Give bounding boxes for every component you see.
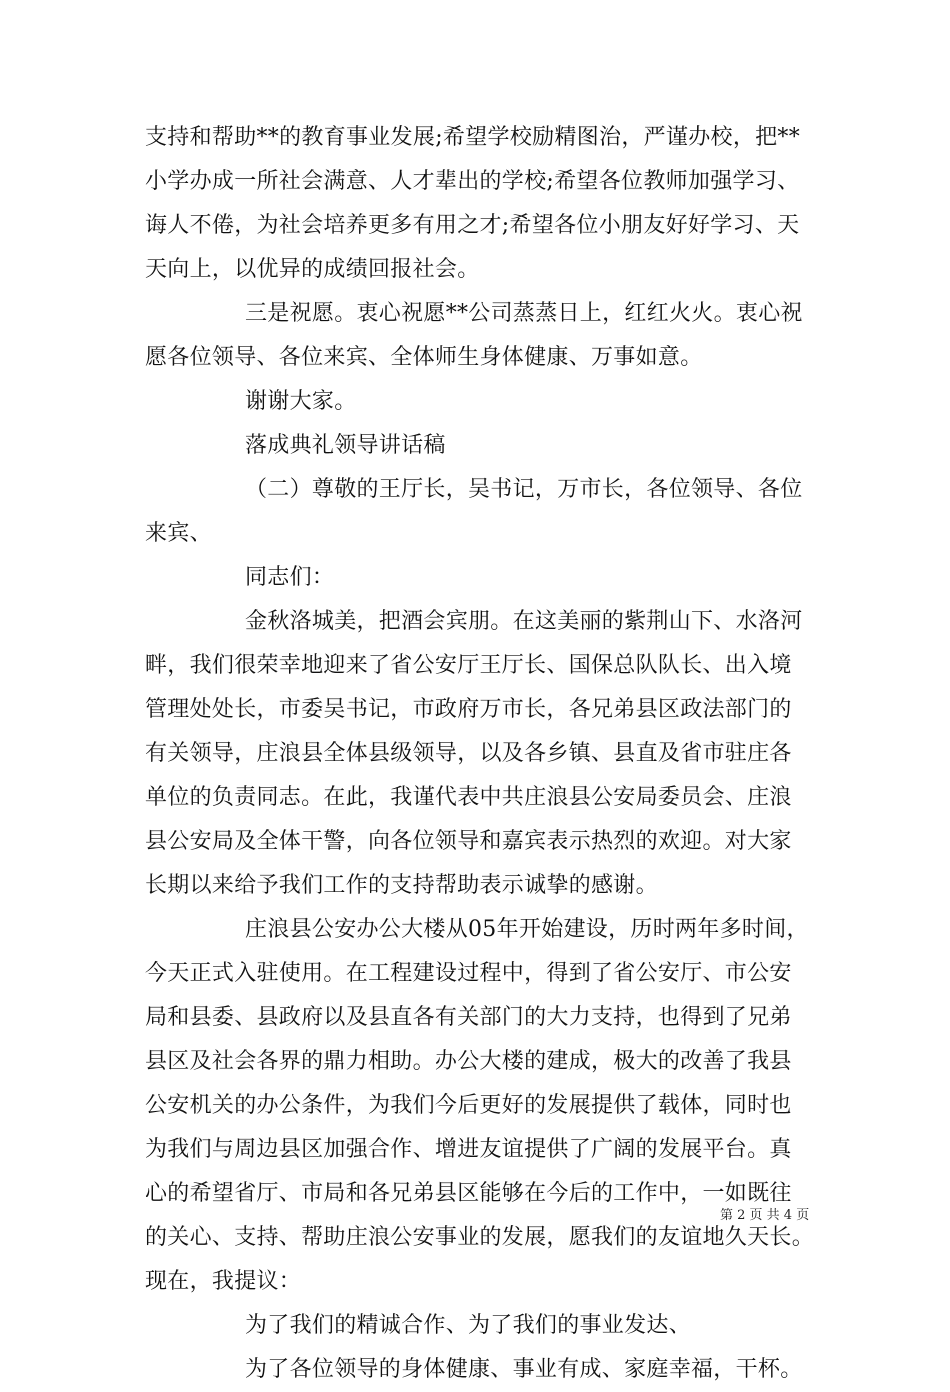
section-title: 落成典礼领导讲话稿 bbox=[245, 433, 446, 458]
text-line: 愿各位领导、各位来宾、全体师生身体健康、万事如意。 bbox=[145, 345, 703, 370]
salutation-line: （二）尊敬的王厅长，吴书记，万市长，各位领导、各位 bbox=[245, 477, 803, 502]
closing-thanks: 谢谢大家。 bbox=[245, 389, 357, 414]
text-line: 心的希望省厅、市局和各兄弟县区能够在今后的工作中，一如既往 bbox=[145, 1181, 792, 1206]
text-line: 局和县委、县政府以及县直各有关部门的大力支持，也得到了兄弟 bbox=[145, 1005, 792, 1030]
toast-line: 为了我们的精诚合作、为了我们的事业发达、 bbox=[245, 1313, 692, 1338]
text-line: 县公安局及全体干警，向各位领导和嘉宾表示热烈的欢迎。对大家 bbox=[145, 829, 792, 854]
page-number-footer: 第 2 页 共 4 页 bbox=[720, 1208, 810, 1223]
document-body bbox=[145, 116, 813, 1392]
salutation-comrades: 同志们： bbox=[245, 565, 335, 590]
text-line: 今天正式入驻使用。在工程建设过程中，得到了省公安厅、市公安 bbox=[145, 961, 792, 986]
text-line: 为我们与周边县区加强合作、增进友谊提供了广阔的发展平台。真 bbox=[145, 1137, 792, 1162]
text-line: 公安机关的办公条件，为我们今后更好的发展提供了载体，同时也 bbox=[145, 1093, 792, 1118]
paragraph-start-line: 庄浪县公安办公大楼从05年开始建设，历时两年多时间， bbox=[245, 917, 809, 942]
text-line: 天向上，以优异的成绩回报社会。 bbox=[145, 257, 480, 282]
text-line: 单位的负责同志。在此，我谨代表中共庄浪县公安局委员会、庄浪 bbox=[145, 785, 792, 810]
paragraph-start-line: 三是祝愿。衷心祝愿**公司蒸蒸日上，红红火火。衷心祝 bbox=[245, 301, 803, 326]
text-line: 诲人不倦，为社会培养更多有用之才;希望各位小朋友好好学习、天 bbox=[145, 213, 800, 238]
text-line: 支持和帮助**的教育事业发展;希望学校励精图治，严谨办校，把** bbox=[145, 125, 801, 150]
toast-line: 为了各位领导的身体健康、事业有成、家庭幸福，干杯。 bbox=[245, 1357, 803, 1382]
text-line: 来宾、 bbox=[145, 521, 212, 546]
text-line: 县区及社会各界的鼎力相助。办公大楼的建成，极大的改善了我县 bbox=[145, 1049, 792, 1074]
paragraph-start-line: 金秋洛城美，把酒会宾朋。在这美丽的紫荆山下、水洛河 bbox=[245, 609, 803, 634]
text-line: 现在，我提议： bbox=[145, 1269, 302, 1294]
text-line: 畔，我们很荣幸地迎来了省公安厅王厅长、国保总队队长、出入境 bbox=[145, 653, 792, 678]
text-line: 长期以来给予我们工作的支持帮助表示诚挚的感谢。 bbox=[145, 873, 658, 898]
text-line: 小学办成一所社会满意、人才辈出的学校;希望各位教师加强学习、 bbox=[145, 169, 800, 194]
text-line: 管理处处长，市委吴书记，市政府万市长，各兄弟县区政法部门的 bbox=[145, 697, 792, 722]
text-line: 有关领导，庄浪县全体县级领导，以及各乡镇、县直及省市驻庄各 bbox=[145, 741, 792, 766]
text-line: 的关心、支持、帮助庄浪公安事业的发展，愿我们的友谊地久天长。 bbox=[145, 1225, 815, 1250]
